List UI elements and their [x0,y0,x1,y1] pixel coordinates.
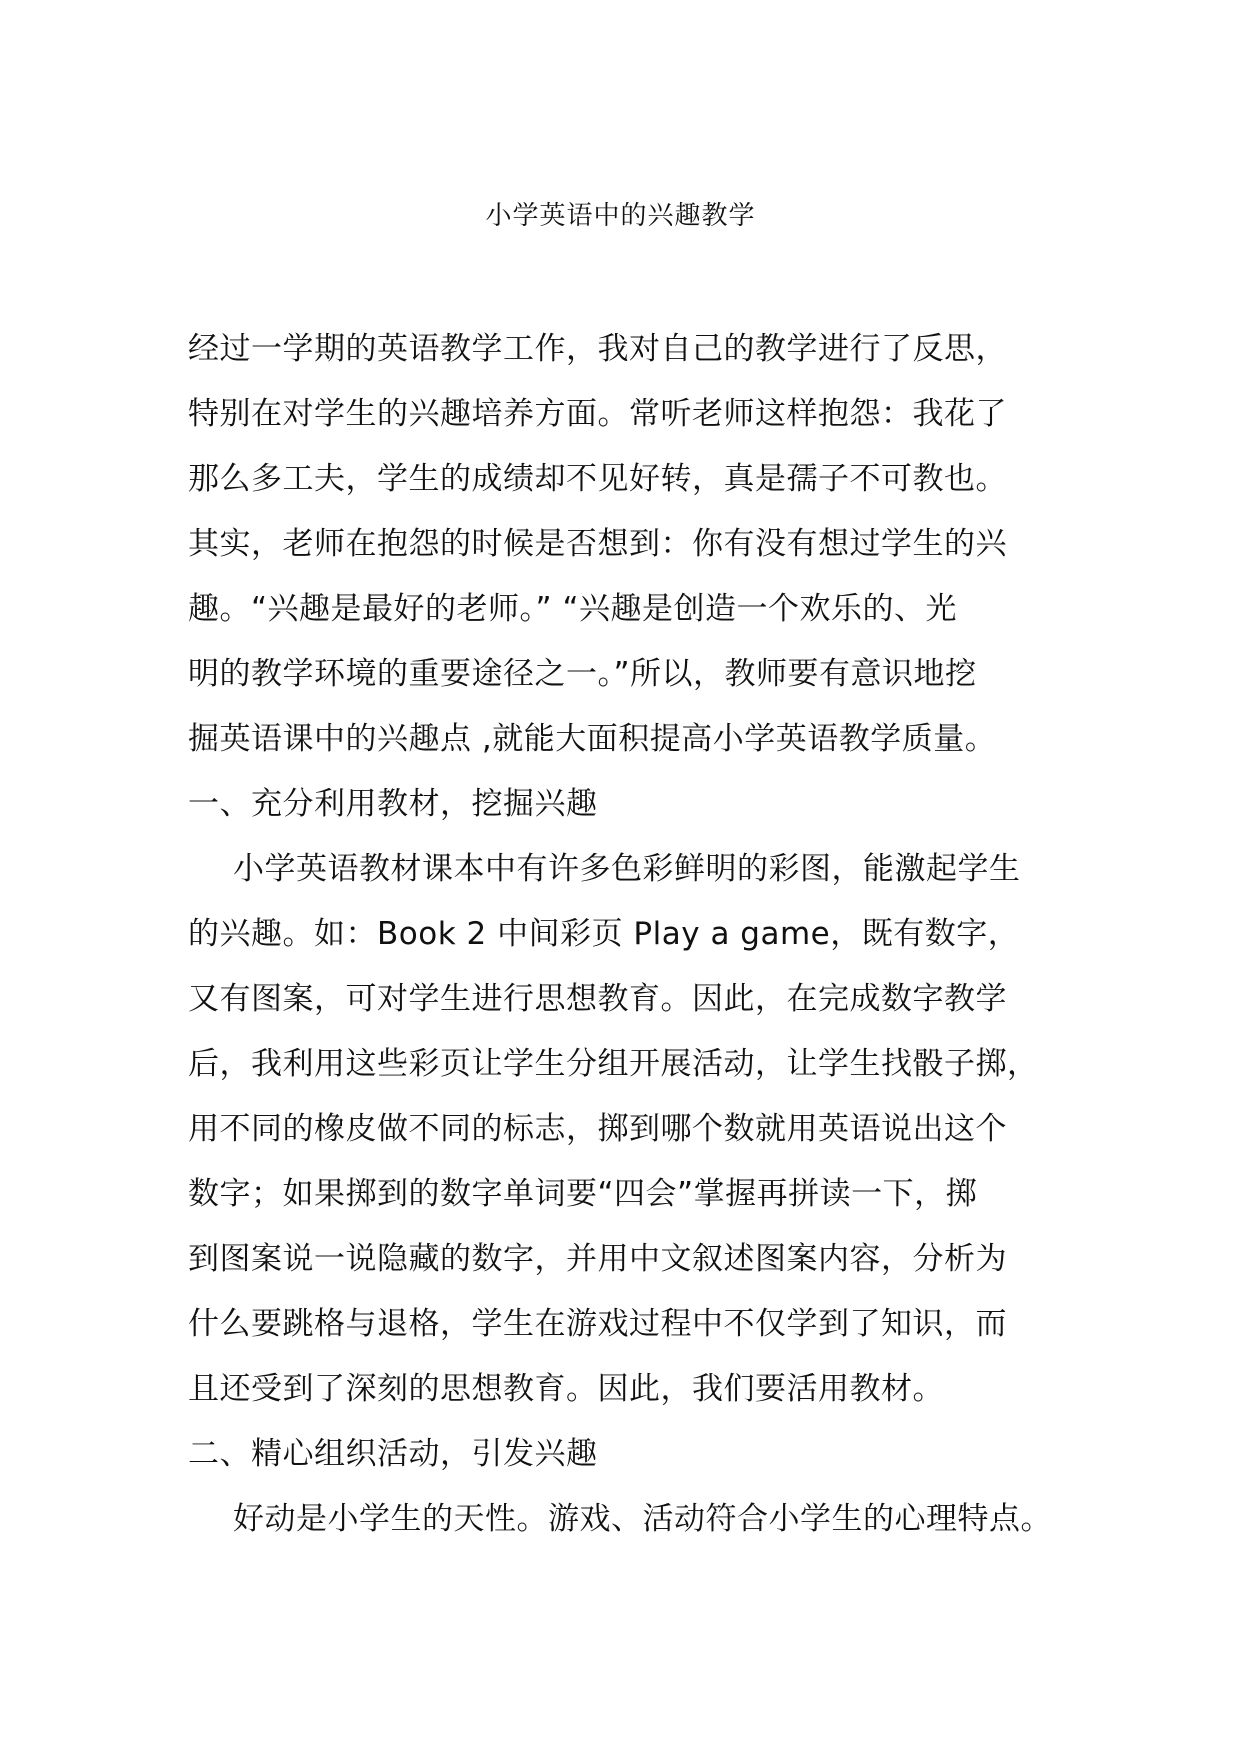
text-line: 的兴趣。如：Book 2 中间彩页 Play a game，既有数字， [188,916,1020,952]
text-line: 经过一学期的英语教学工作，我对自己的教学进行了反思， [188,331,1007,367]
text-line: 特别在对学生的兴趣培养方面。常听老师这样抱怨：我花了 [188,396,1007,432]
text-line: 什么要跳格与退格，学生在游戏过程中不仅学到了知识，而 [188,1306,1007,1342]
text-line: 到图案说一说隐藏的数字，并用中文叙述图案内容，分析为 [188,1241,1007,1277]
section-heading: 一、充分利用教材，挖掘兴趣 [188,786,598,822]
text-line: 掘英语课中的兴趣点 ,就能大面积提高小学英语教学质量。 [188,721,997,757]
text-line: 小学英语教材课本中有许多色彩鲜明的彩图，能激起学生 [233,851,1021,887]
text-line: 其实，老师在抱怨的时候是否想到：你有没有想过学生的兴 [188,526,1007,562]
text-line: 那么多工夫，学生的成绩却不见好转，真是孺子不可教也。 [188,461,1007,497]
text-line: 用不同的橡皮做不同的标志，掷到哪个数就用英语说出这个 [188,1111,1007,1147]
text-line: 好动是小学生的天性。游戏、活动符合小学生的心理特点。 [233,1501,1052,1537]
text-line: 趣。“兴趣是最好的老师。” “兴趣是创造一个欢乐的、光 [188,591,958,627]
text-line: 且还受到了深刻的思想教育。因此，我们要活用教材。 [188,1371,944,1407]
section-heading: 二、精心组织活动，引发兴趣 [188,1436,598,1472]
document-title: 小学英语中的兴趣教学 [485,201,756,231]
text-line: 又有图案，可对学生进行思想教育。因此，在完成数字教学 [188,981,1007,1017]
text-line: 明的教学环境的重要途径之一。”所以，教师要有意识地挖 [188,656,977,692]
text-line: 数字；如果掷到的数字单词要“四会”掌握再拼读一下，掷 [188,1176,978,1212]
text-line: 后，我利用这些彩页让学生分组开展活动，让学生找骰子掷， [188,1046,1039,1082]
